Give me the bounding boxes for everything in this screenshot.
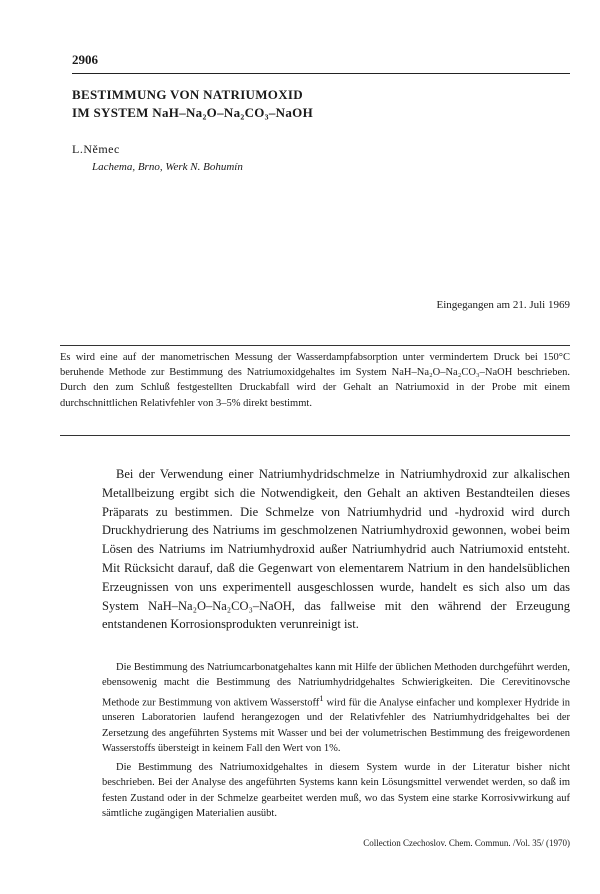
- affiliation: Lachema, Brno, Werk N. Bohumín: [92, 161, 243, 173]
- author: L.Němec: [72, 142, 120, 156]
- body-paragraph-1: [102, 660, 570, 756]
- journal-footer: Collection Czechoslov. Chem. Commun. /Vol. 35/ (1970): [363, 838, 570, 848]
- body-paragraph-2: [102, 760, 570, 821]
- header-rule: [72, 73, 570, 74]
- article-title: [72, 86, 570, 122]
- intro-text: Bei der Verwendung einer Natriumhydridschmelze in Natriumhydroxid zur alkalischen Metallbeizung ergibt sich die Notwendigkeit, den Gehalt an aktiven Bestandteilen dieses Präparats zu bestimmen. Die Schmelze von Natriumhydrid und -hydroxid wird durch Druckhydrierung des Natriums im geschmolzenen Natriumhydroxid gewonnen, wobei beim Lösen des Natriums im Natriumhydroxid außer Natriumhydrid auch Natriumoxid entsteht. Mit Rücksicht darauf, daß die Gegenwart von elementarem Natrium in den handelsüblichen Erzeugnissen von uns experimentell ausgeschlossen wurde, handelt es sich also um das System NaH–Na₂O–Na₂CO₃–NaOH, das fallweise mit den während der Erzeugung entstandenen Korrosionsprodukten verunreinigt ist.: [102, 467, 570, 632]
- body-p1-text-b: wird für die Analyse einfacher und komplexer Hydride in unseren Laboratorien laufend herangezogen und der Relativfehler des Natriumhydridgehaltes bei der Zersetzung des angeführten Systems mit Wasser und bei der volumetrischen Bestimmung des freigewordenen Wasserstoffs übersteigt in keinem Fall den Wert von 1%.: [102, 697, 570, 754]
- body-p2-text: Die Bestimmung des Natriumoxidgehaltes in diesem System wurde in der Literatur bisher nicht beschrieben. Bei der Analyse des angeführten Systems kann kein Lösungsmittel verwendet werden, so daß im festen Zustand oder in der Schmelze gearbeitet werden muß, wo das System eine starke Korrosivwirkung auf sämtliche zugängigen Materialien ausübt.: [102, 762, 570, 819]
- abstract-rule-bottom: [60, 435, 570, 436]
- title-line-2: IM SYSTEM NaH–Na₂O–Na₂CO₃–NaOH: [72, 105, 313, 120]
- intro-paragraph: [102, 465, 570, 634]
- abstract: Es wird eine auf der manometrischen Messung der Wasserdampfabsorption unter vermindertem Druck bei 150°C beruhende Methode zur Bestimmung des Natriumoxidgehaltes im System NaH–Na₂O–Na₂CO₃–NaOH beschrieben. Durch den zum Schluß festgestellten Druckabfall wird der Gehalt an Natriumoxid in der Probe mit einem durchschnittlichen Relativfehler von 3–5% direkt bestimmt.: [60, 352, 570, 409]
- title-line-1: BESTIMMUNG VON NATRIUMOXID: [72, 87, 303, 102]
- received-date: Eingegangen am 21. Juli 1969: [436, 299, 570, 311]
- body-p1-text-a: Die Bestimmung des Natriumcarbonatgehaltes kann mit Hilfe der üblichen Methoden durchgeführt werden, ebensowenig macht die Bestimmung des Natriumhydridgehaltes Schwierigkeiten. Die Cerevitinovsche Methode zur Bestimmung von aktivem Wasserstoff: [102, 662, 570, 709]
- reference-marker: 1: [319, 692, 324, 703]
- page-number: 2906: [72, 52, 98, 67]
- abstract-rule-top: [60, 345, 570, 346]
